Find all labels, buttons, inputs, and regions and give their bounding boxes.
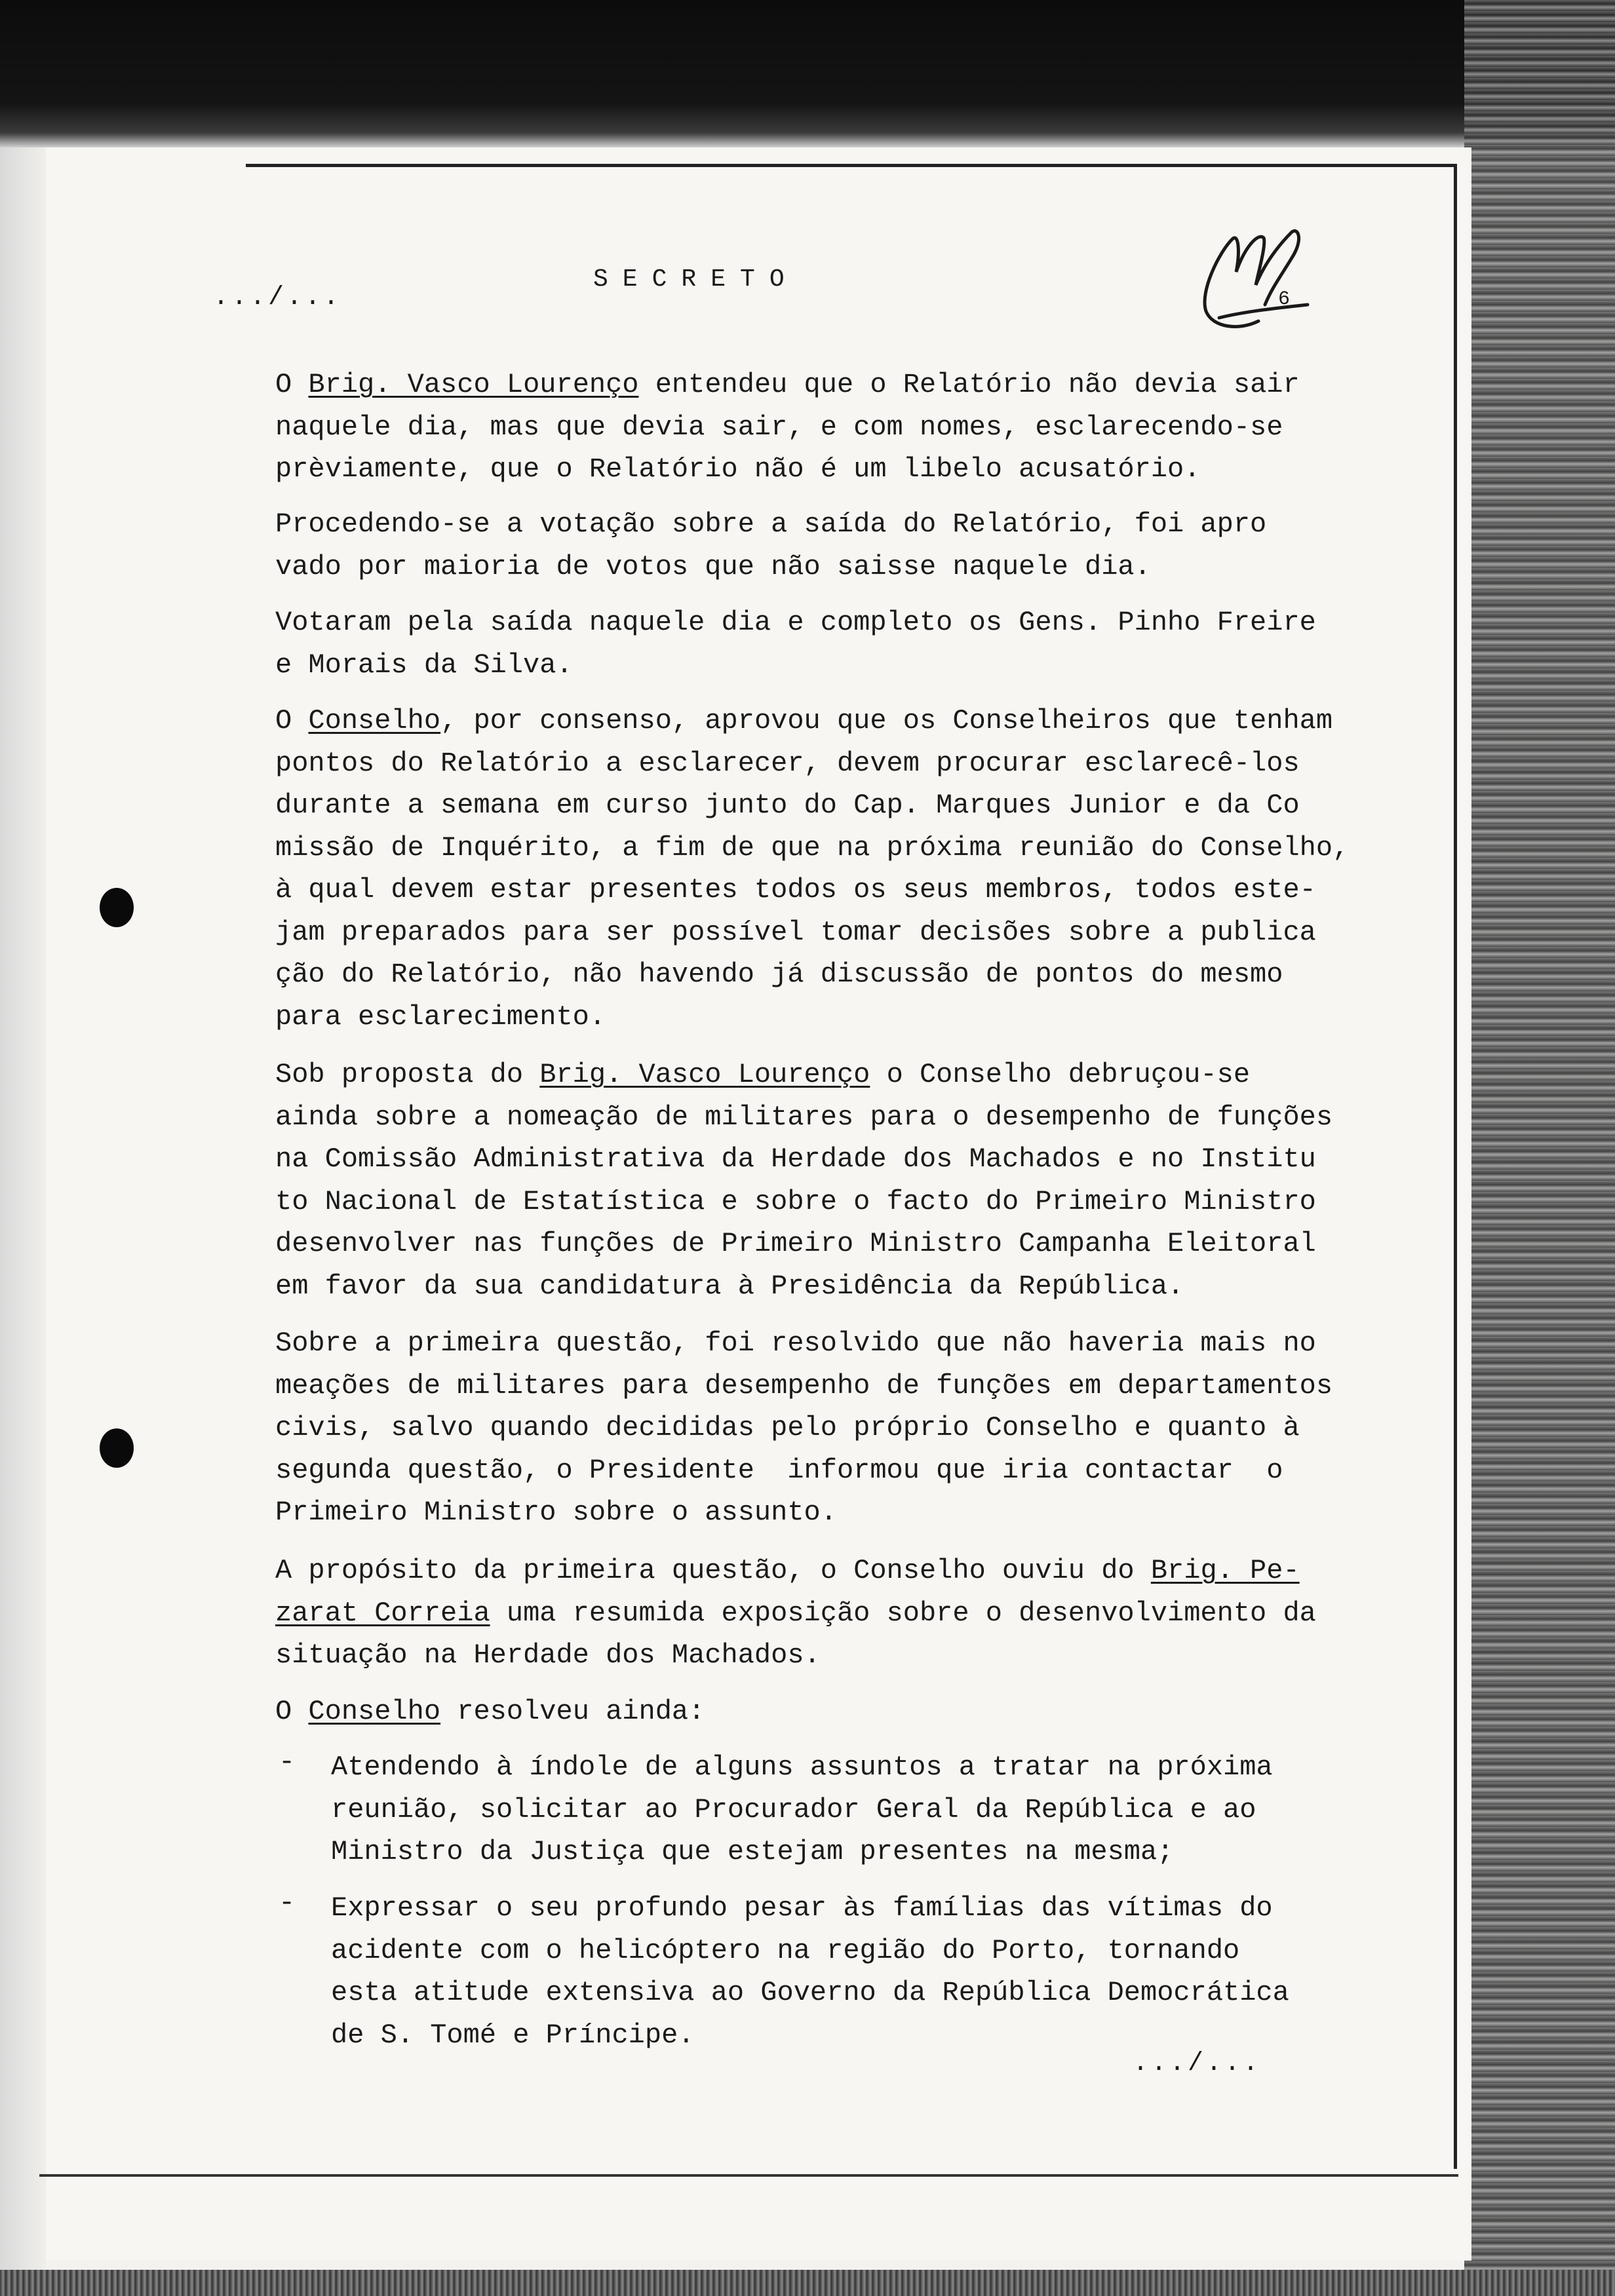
punch-hole-lower <box>100 1428 134 1468</box>
continuation-marker-top: .../... <box>213 283 342 313</box>
paragraph <box>275 1550 1363 1677</box>
underlined-name: Conselho <box>308 705 441 737</box>
text-line: Expressar o seu profundo pesar às famílias das vítimas do <box>331 1892 1273 1924</box>
text-line: Procedendo-se a votação sobre a saída do Relatório, foi apro <box>275 508 1267 540</box>
paragraph <box>275 602 1363 686</box>
handwritten-initials <box>1193 213 1324 337</box>
text-line: Atendendo à índole de alguns assuntos a tratar na próxima <box>331 1751 1273 1783</box>
text-line: em favor da sua candidatura à Presidência da República. <box>275 1270 1184 1302</box>
page-number: 6 <box>1278 288 1291 311</box>
paragraph <box>275 1691 1363 1733</box>
bullet-dash: - <box>279 1887 296 1919</box>
text-line: durante a semana em curso junto do Cap. Marques Junior e da Co <box>275 790 1300 821</box>
text-line: Sobre a primeira questão, foi resolvido que não haveria mais no <box>275 1328 1316 1359</box>
text-line: zarat Correia uma resumida exposição sobre o desenvolvimento da <box>275 1597 1316 1629</box>
paragraph <box>275 1322 1363 1534</box>
frame-rule-bottom <box>39 2174 1458 2177</box>
text-line: reunião, solicitar ao Procurador Geral da República e ao <box>331 1793 1256 1826</box>
text-line: meações de militares para desempenho de funções em departamentos <box>275 1369 1333 1402</box>
text-line: desenvolver nas funções de Primeiro Ministro Campanha Eleitoral <box>275 1228 1316 1259</box>
text-line: Ministro da Justiça que estejam presentes na mesma; <box>331 1836 1174 1867</box>
text-line: à qual devem estar presentes todos os seus membros, todos este- <box>275 874 1316 906</box>
text-line: pontos do Relatório a esclarecer, devem procurar esclarecê-los <box>275 747 1300 779</box>
scanner-right-border <box>1464 0 1615 2296</box>
underlined-name: zarat Correia <box>275 1597 490 1629</box>
text-line: O Conselho resolveu ainda: <box>275 1696 705 1727</box>
text-line: e Morais da Silva. <box>275 649 573 681</box>
text-line: ção do Relatório, não havendo já discussão de pontos do mesmo <box>275 959 1283 990</box>
text-line: Votaram pela saída naquele dia e completo os Gens. Pinho Freire <box>275 607 1316 638</box>
text-line: Primeiro Ministro sobre o assunto. <box>275 1497 837 1528</box>
text-line: A propósito da primeira questão, o Conselho ouviu do Brig. Pe- <box>275 1555 1300 1586</box>
text-line: prèviamente, que o Relatório não é um libelo acusatório. <box>275 453 1201 485</box>
frame-rule-right <box>1454 164 1457 2169</box>
text-line: segunda questão, o Presidente informou que iria contactar o <box>275 1454 1283 1486</box>
text-line: situação na Herdade dos Machados. <box>275 1639 821 1671</box>
scanner-top-border <box>0 0 1615 147</box>
paragraph <box>275 364 1363 491</box>
underlined-name: Brig. Vasco Lourenço <box>539 1059 870 1090</box>
punch-hole-upper <box>100 888 134 927</box>
paragraph <box>275 503 1363 588</box>
text-line: O Conselho, por consenso, aprovou que os Conselheiros que tenham <box>275 705 1333 737</box>
text-line: na Comissão Administrativa da Herdade dos Machados e no Institu <box>275 1143 1316 1175</box>
frame-rule-top <box>246 164 1455 167</box>
text-line: to Nacional de Estatística e sobre o facto do Primeiro Ministro <box>275 1185 1316 1217</box>
underlined-name: Conselho <box>308 1696 441 1727</box>
bullet-dash: - <box>279 1746 296 1778</box>
text-line: Sob proposta do Brig. Vasco Lourenço o Conselho debruçou-se <box>275 1059 1251 1090</box>
text-line: missão de Inquérito, a fim de que na próxima reunião do Conselho, <box>275 832 1350 864</box>
text-line: esta atitude extensiva ao Governo da República Democrática <box>331 1977 1289 2008</box>
text-line: ainda sobre a nomeação de militares para o desempenho de funções <box>275 1101 1333 1133</box>
underlined-name: Brig. Pe- <box>1150 1555 1300 1586</box>
bullet-item <box>331 1746 1273 1873</box>
text-line: acidente com o helicóptero na região do Porto, tornando <box>331 1934 1240 1966</box>
text-line: para esclarecimento. <box>275 1001 606 1033</box>
scanner-bottom-border <box>0 2270 1615 2296</box>
scanner-left-border <box>0 147 46 2296</box>
paragraph <box>275 700 1363 1038</box>
text-line: civis, salvo quando decididas pelo próprio Conselho e quanto à <box>275 1412 1300 1444</box>
underlined-name: Brig. Vasco Lourenço <box>308 369 639 400</box>
text-line: O Brig. Vasco Lourenço entendeu que o Relatório não devia sair <box>275 369 1300 400</box>
bullet-item <box>331 1887 1289 2056</box>
text-line: de S. Tomé e Príncipe. <box>331 2019 695 2051</box>
text-line: naquele dia, mas que devia sair, e com nomes, esclarecendo-se <box>275 411 1283 443</box>
text-line: jam preparados para ser possível tomar decisões sobre a publica <box>275 916 1316 948</box>
paragraph <box>275 1054 1363 1307</box>
continuation-marker-bottom: .../... <box>1133 2049 1262 2078</box>
classification-header: SECRETO <box>593 265 799 294</box>
text-line: vado por maioria de votos que não saisse naquele dia. <box>275 550 1151 583</box>
